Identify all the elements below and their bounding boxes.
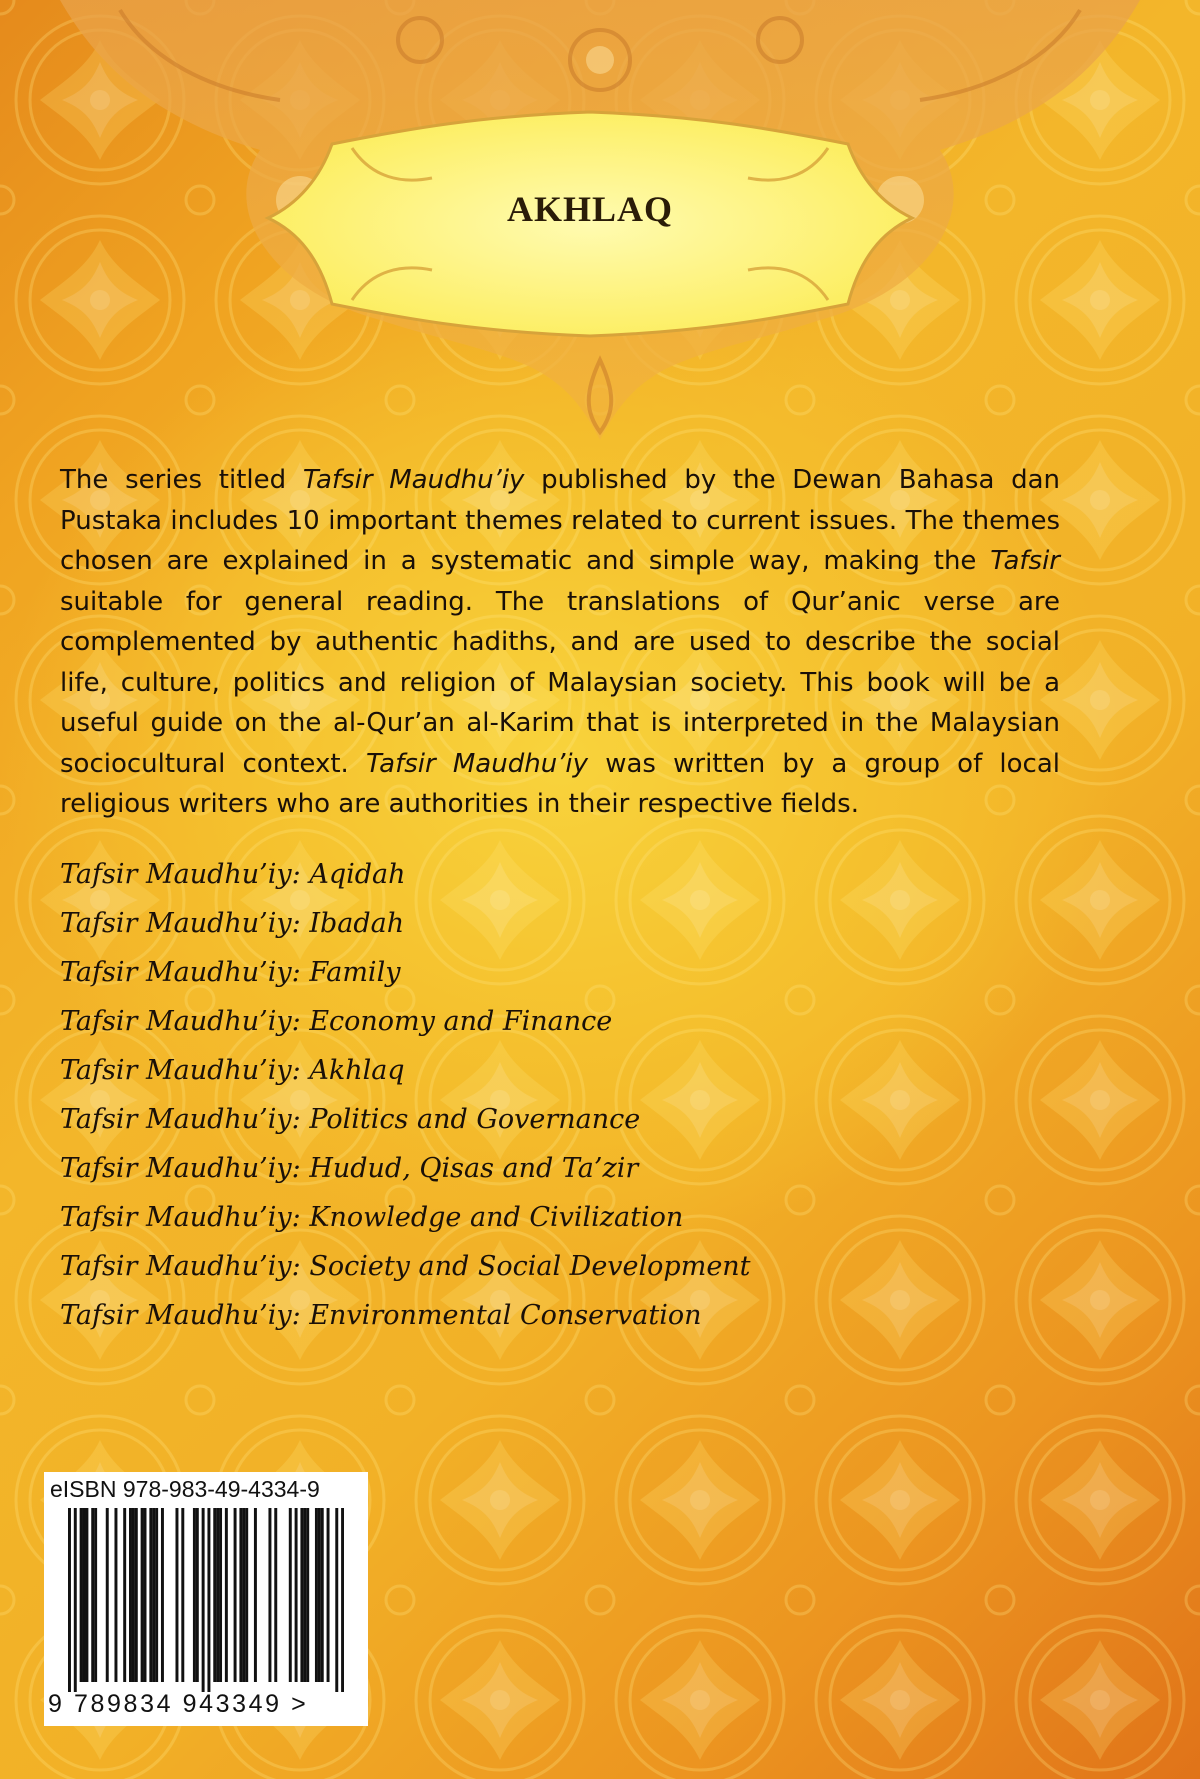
series-title-item: Tafsir Maudhu’iy: Economy and Finance	[60, 1006, 613, 1037]
barcode-bar	[300, 1508, 303, 1682]
barcode-bar	[335, 1508, 338, 1692]
series-description	[60, 460, 1060, 825]
description-segment: Tafsir	[990, 546, 1060, 576]
cover-title: AKHLAQ	[506, 189, 673, 229]
description-segment: Tafsir Maudhu’iy	[366, 748, 589, 779]
isbn-barcode-box	[44, 1472, 368, 1726]
barcode-bar	[83, 1508, 86, 1682]
barcode-bar	[242, 1508, 245, 1682]
barcode-bar	[155, 1508, 158, 1682]
barcode-bar	[318, 1508, 321, 1682]
barcode-bar	[68, 1508, 71, 1692]
series-title-item: Tafsir Maudhu’iy: Aqidah	[60, 859, 406, 890]
barcode-bar	[141, 1508, 144, 1682]
barcode-bar	[91, 1508, 94, 1682]
barcode-bar	[341, 1508, 344, 1692]
description-segment: suitable for general reading. The translations of Qur’anic verse are complemented by authentic hadiths, and are used to describe the social life, culture, politics and religion of Malaysian society. This book will be a useful guide on the al-Qur’an al-Karim that is interpreted in the Malaysian sociocultural context.	[60, 586, 1060, 779]
series-title-item: Tafsir Maudhu’iy: Politics and Governance	[60, 1104, 641, 1135]
barcode-bar	[327, 1508, 330, 1682]
barcode-bar	[321, 1508, 324, 1682]
description-segment: was written by a group of local religious writers who are authorities in their respective fields.	[60, 748, 1060, 819]
series-title-item: Tafsir Maudhu’iy: Society and Social Development	[60, 1251, 751, 1282]
barcode-bar	[202, 1508, 205, 1692]
series-title-item: Tafsir Maudhu’iy: Akhlaq	[60, 1055, 405, 1086]
barcode-bar	[225, 1508, 228, 1682]
barcode-bar	[123, 1508, 126, 1682]
barcode-bar	[213, 1508, 216, 1682]
barcode-image	[68, 1508, 344, 1692]
series-title-item: Tafsir Maudhu’iy: Hudud, Qisas and Ta’zir	[60, 1153, 639, 1184]
series-title-item: Tafsir Maudhu’iy: Knowledge and Civilization	[60, 1202, 684, 1233]
barcode-bar	[181, 1508, 184, 1682]
barcode-bar	[114, 1508, 117, 1682]
barcode-bar	[161, 1508, 164, 1682]
series-title-list	[60, 855, 751, 1345]
isbn-label: eISBN 978-983-49-4334-9	[50, 1476, 320, 1502]
barcode-bar	[268, 1508, 271, 1682]
barcode-bar	[132, 1508, 135, 1682]
barcode-bar	[144, 1508, 147, 1682]
description-segment: The series titled	[60, 465, 303, 495]
barcode-bar	[207, 1508, 210, 1692]
barcode-bar	[295, 1508, 298, 1682]
barcode-bar	[219, 1508, 222, 1682]
barcode-bar	[196, 1508, 199, 1682]
barcode-bar	[289, 1508, 292, 1682]
barcode-bar	[94, 1508, 97, 1682]
barcode-bar	[80, 1508, 83, 1682]
barcode-bar	[129, 1508, 132, 1682]
barcode-bar	[106, 1508, 109, 1682]
barcode-bar	[175, 1508, 178, 1682]
barcode-bar	[149, 1508, 152, 1682]
description-segment: Tafsir Maudhu’iy	[302, 465, 525, 495]
barcode-bar	[315, 1508, 318, 1682]
series-title-item: Tafsir Maudhu’iy: Ibadah	[60, 908, 405, 939]
barcode-bar	[135, 1508, 138, 1682]
series-title-item: Tafsir Maudhu’iy: Environmental Conservation	[60, 1300, 702, 1331]
series-title-item: Tafsir Maudhu’iy: Family	[60, 957, 401, 988]
barcode-bar	[303, 1508, 306, 1682]
barcode-bar	[274, 1508, 277, 1682]
barcode-bar	[85, 1508, 88, 1682]
barcode-bar	[74, 1508, 77, 1692]
barcode-bar	[152, 1508, 155, 1682]
barcode-bar	[234, 1508, 237, 1682]
barcode-bar	[239, 1508, 242, 1682]
barcode-bar	[216, 1508, 219, 1682]
barcode-bar	[193, 1508, 196, 1682]
barcode-bar	[306, 1508, 309, 1682]
barcode-digits: 9 789834 943349 >	[48, 1690, 309, 1718]
barcode-bar	[254, 1508, 257, 1682]
barcode-bar	[245, 1508, 248, 1682]
description-segment: published by the Dewan Bahasa dan Pustaka includes 10 important themes related to current issues. The themes chosen are explained in a systematic and simple way, making the	[60, 465, 1061, 576]
